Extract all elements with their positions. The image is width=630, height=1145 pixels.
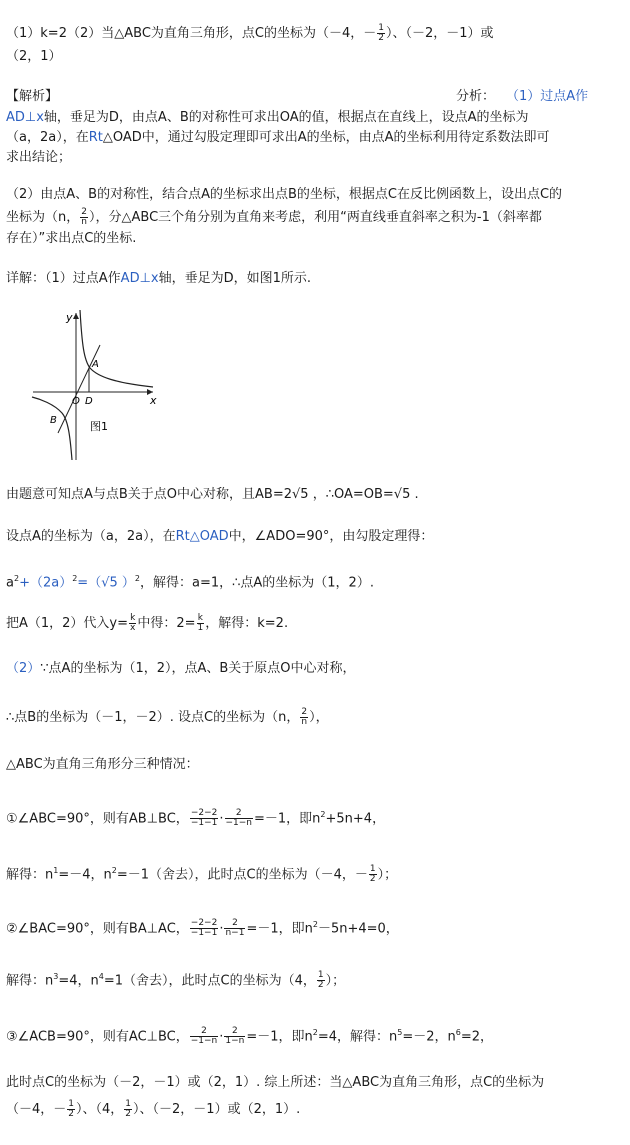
- origin-label: O: [72, 396, 80, 407]
- analysis-p2-l3: 存在）”求出点C的坐标.: [6, 231, 137, 246]
- hyperbola-branch-1: [80, 310, 153, 387]
- analysis-p1-l3: （a，2a），在Rt△OAD中，通过勾股定理即可求出A的坐标，由点A的坐标利用待定系数法即可: [6, 130, 550, 145]
- final-line-2: （－4，－ $\frac{1}{2}$ ）、（4， $\frac{1}{2}$ ）、（－2，－1）或（2，1）.: [6, 1099, 301, 1119]
- y-label: y: [66, 311, 73, 324]
- analysis-p2-l1: （2）由点A、B的对称性，结合点A的坐标求出点B的坐标，根据点C在反比例函数上，设出点C的: [6, 187, 563, 202]
- case-3: ③∠ACB=90°，则有AC⊥BC， $\frac{2}{-1-n}$ · $\frac{2}{1-n}$ =－1，即$n^2=4$，解得：$n^5=-2$，$n^6=2$，: [6, 1026, 494, 1047]
- final-line-1: 此时点C的坐标为（－2，－1）或（2，1）. 综上所述：当△ABC为直角三角形，点C的坐标为: [6, 1075, 545, 1090]
- detail-s7: △ABC为直角三角形分三种情况：: [6, 757, 199, 772]
- point-D-label: D: [85, 396, 93, 407]
- figure-1: [28, 305, 168, 465]
- detail-s2: 设点A的坐标为（a，2a），在Rt△OAD中，∠ADO=90°，由勾股定理得：: [6, 529, 434, 544]
- answer-line-1: （1）k=2（2）当△ABC为直角三角形，点C的坐标为（－4，－ $\frac{1}{2}$ ）、（－2，－1）或: [6, 23, 494, 43]
- detail-s5: （2）∵点A的坐标为（1，2），点A、B关于原点O中心对称，: [6, 661, 356, 676]
- case-1-result: 解得：$n^1=-4$，$n^2=-1$（舍去），此时点C的坐标为（－4，－ $\frac{1}{2}$ ）；: [6, 864, 398, 885]
- detail-s6: ∴点B的坐标为（－1，－2）. 设点C的坐标为（n， $\frac{2}{n}$ ），: [6, 707, 329, 727]
- detail-line-1: 详解：（1）过点A作AD⊥x轴，垂足为D，如图1所示.: [6, 271, 312, 286]
- detail-s3: $a^2+(2a)^2=(√5$ ）$^2$，解得：a=1，∴点A的坐标为（1，2）.: [6, 574, 374, 591]
- figure-caption: 图1: [90, 420, 108, 433]
- point-B-label: B: [50, 415, 57, 426]
- y-axis-arrow: [73, 313, 79, 319]
- case-1: ①∠ABC=90°，则有AB⊥BC， $\frac{-2-2}{-1-1}$ · $\frac{2}{-1-n}$ =－1，即$n^2+5n+4$，: [6, 808, 386, 829]
- case-2: ②∠BAC=90°，则有BA⊥AC， $\frac{-2-2}{-1-1}$ · $\frac{2}{n-1}$ =－1，即$n^2-5n+4=0$，: [6, 918, 399, 939]
- case-2-result: 解得：$n^3=4$，$n^4=1$（舍去），此时点C的坐标为（4， $\frac{1}{2}$ ）；: [6, 970, 346, 991]
- hyperbola-branch-2: [32, 397, 72, 460]
- x-label: x: [150, 394, 157, 407]
- analysis-p1-l4: 求出结论；: [6, 150, 72, 165]
- analysis-p1-l2: AD⊥x轴，垂足为D，由点A、B的对称性可求出OA的值，根据点在直线上，设点A的坐标为: [6, 110, 529, 125]
- analysis-p2-l2: 坐标为（n， $\frac{2}{n}$ ），分△ABC三个角分别为直角来考虑，利用“两直线垂直斜率之积为-1（斜率都: [6, 207, 542, 227]
- point-A-label: A: [92, 359, 99, 370]
- answer-line-2: （2，1）: [6, 49, 62, 64]
- detail-s4: 把A（1，2）代入y= $\frac{k}{x}$ 中得：2= $\frac{k}{1}$ ，解得：k=2.: [6, 613, 289, 633]
- analysis-header: 【解析】 分析： （1）过点A作: [6, 89, 589, 104]
- detail-s1: 由题意可知点A与点B关于点O中心对称，且AB=2√5 ，∴OA=OB=√5 .: [6, 487, 419, 502]
